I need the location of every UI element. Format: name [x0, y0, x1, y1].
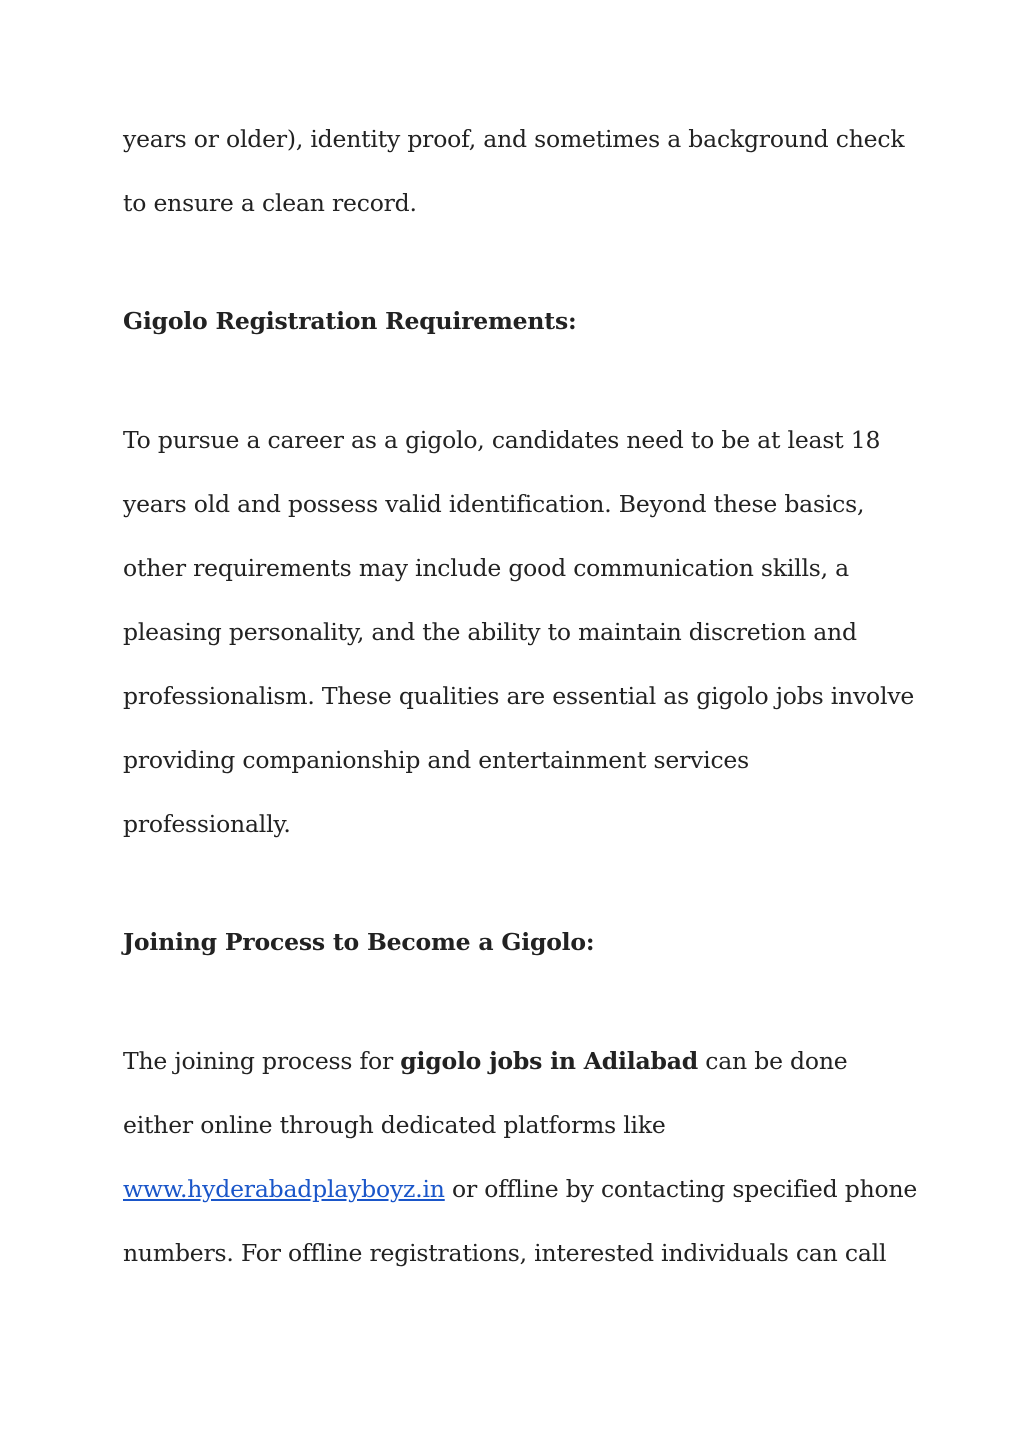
intro-line-1: years or older), identity proof, and sometimes a background check — [123, 125, 905, 153]
requirements-line-4: pleasing personality, and the ability to maintain discretion and — [123, 618, 857, 646]
requirements-line-3: other requirements may include good communication skills, a — [123, 554, 849, 582]
keyword-bold: gigolo jobs in Adilabad — [400, 1047, 698, 1075]
requirements-line-5: professionalism. These qualities are essential as gigolo jobs involve — [123, 682, 915, 710]
joining-line-1-start: The joining process for — [123, 1047, 401, 1075]
website-link[interactable]: www.hyderabadplayboyz.in — [123, 1175, 445, 1203]
joining-line-3 — [123, 1173, 917, 1205]
requirements-line-7: professionally. — [123, 810, 291, 838]
heading-joining-process: Joining Process to Become a Gigolo: — [123, 928, 595, 956]
joining-line-2: either online through dedicated platforms like — [123, 1111, 666, 1139]
intro-line-2: to ensure a clean record. — [123, 189, 417, 217]
requirements-line-6: providing companionship and entertainment services — [123, 746, 749, 774]
heading-registration-requirements: Gigolo Registration Requirements: — [123, 307, 577, 335]
joining-line-3-end: or offline by contacting specified phone — [444, 1175, 918, 1203]
joining-line-4: numbers. For offline registrations, interested individuals can call — [123, 1239, 887, 1267]
joining-line-1-end: can be done — [697, 1047, 848, 1075]
joining-line-1 — [123, 1045, 848, 1077]
requirements-line-2: years old and possess valid identification. Beyond these basics, — [123, 490, 865, 518]
requirements-line-1: To pursue a career as a gigolo, candidates need to be at least 18 — [123, 426, 881, 454]
